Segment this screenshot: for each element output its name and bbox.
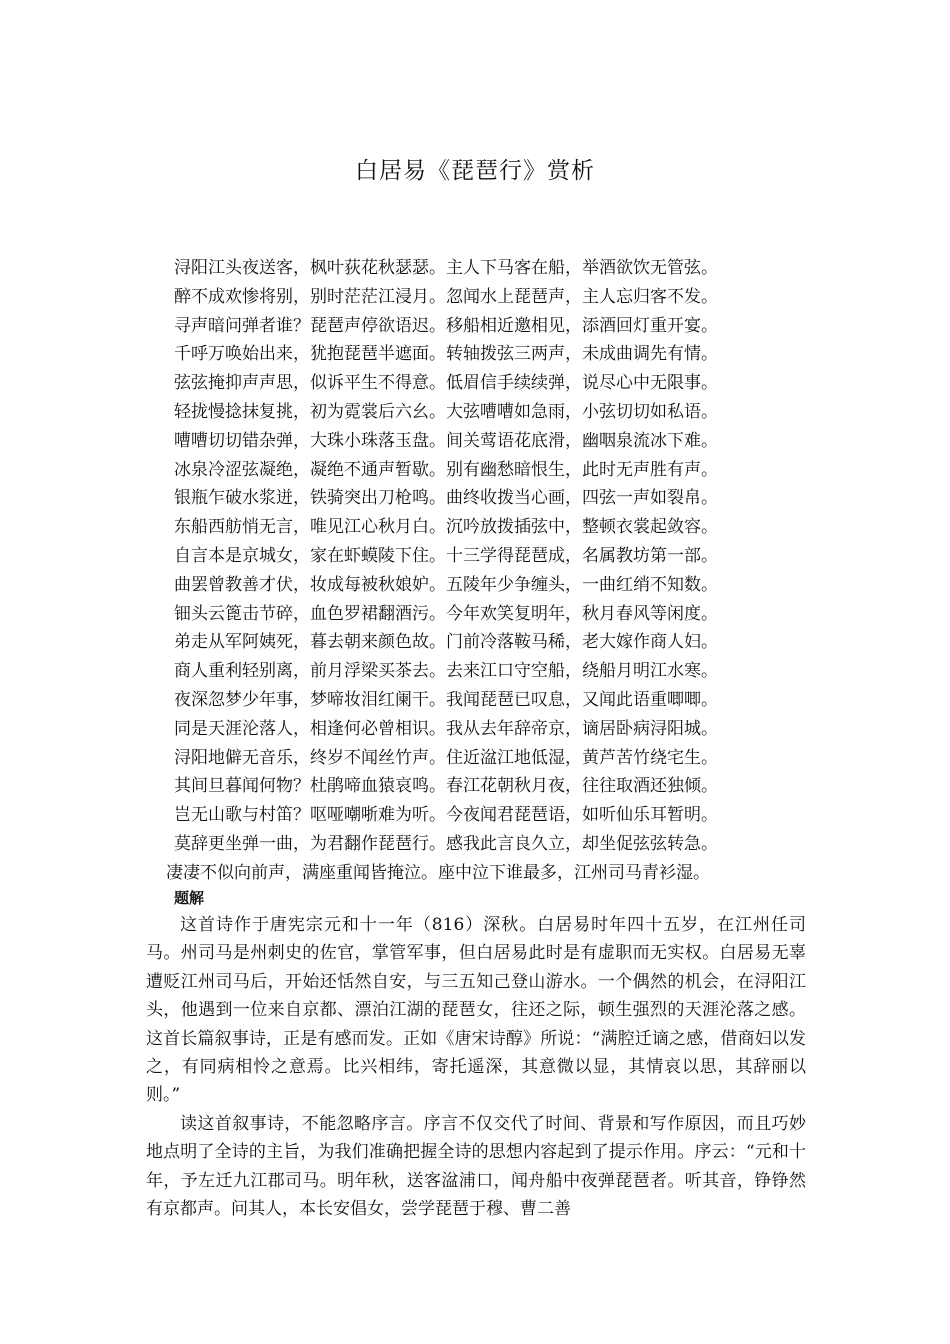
poem-line: 寻声暗问弹者谁？琵琶声停欲语迟。移船相近邀相见，添酒回灯重开宴。 — [174, 315, 718, 336]
page-title: 白居易《琵琶行》赏析 — [355, 158, 595, 184]
poem-line: 莫辞更坐弹一曲，为君翻作琵琶行。感我此言良久立，却坐促弦弦转急。 — [174, 833, 718, 854]
poem-line: 弟走从军阿姨死，暮去朝来颜色故。门前冷落鞍马稀，老大嫁作商人妇。 — [174, 632, 718, 653]
poem-line: 夜深忽梦少年事，梦啼妆泪红阑干。我闻琵琶已叹息，又闻此语重唧唧。 — [174, 689, 718, 710]
poem-line: 嘈嘈切切错杂弹，大珠小珠落玉盘。间关莺语花底滑，幽咽泉流冰下难。 — [174, 430, 718, 451]
poem-line: 同是天涯沦落人，相逢何必曾相识。我从去年辞帝京，谪居卧病浔阳城。 — [174, 718, 718, 739]
poem-line: 浔阳地僻无音乐，终岁不闻丝竹声。住近湓江地低湿，黄芦苦竹绕宅生。 — [174, 747, 718, 768]
section-heading: 题解 — [174, 889, 205, 907]
poem-line: 钿头云篦击节碎，血色罗裙翻酒污。今年欢笑复明年，秋月春风等闲度。 — [174, 603, 718, 624]
commentary-body — [146, 911, 806, 1223]
poem-block — [166, 254, 814, 888]
paragraph: 这首诗作于唐宪宗元和十一年（816）深秋。白居易时年四十五岁，在江州任司马。州司马是州刺史的佐官，掌管军事，但白居易此时是有虚职而无实权。白居易无辜遭贬江州司马后，开始还恬然自安，与三五知己登山游水。一个偶然的机会，在浔阳江头，他遇到一位来自京都、漂泊江湖的琵琶女，往还之际，顿生强烈的天涯沦落之感。这首长篇叙事诗，正是有感而发。正如《唐宋诗醇》所说：“满腔迁谪之感，借商妇以发之，有同病相怜之意焉。比兴相纬，寄托遥深，其意微以显，其情哀以思，其辞丽以则。” — [146, 915, 806, 1106]
poem-line: 冰泉冷涩弦凝绝，凝绝不通声暂歇。别有幽愁暗恨生，此时无声胜有声。 — [174, 459, 718, 480]
poem-line: 东船西舫悄无言，唯见江心秋月白。沉吟放拨插弦中，整顿衣裳起敛容。 — [174, 517, 718, 538]
poem-line: 弦弦掩抑声声思，似诉平生不得意。低眉信手续续弹，说尽心中无限事。 — [174, 373, 718, 394]
poem-line: 凄凄不似向前声，满座重闻皆掩泣。座中泣下谁最多，江州司马青衫湿。 — [166, 862, 710, 883]
poem-line: 其间旦暮闻何物？杜鹃啼血猿哀鸣。春江花朝秋月夜，往往取酒还独倾。 — [174, 776, 718, 797]
poem-line: 自言本是京城女，家在虾蟆陵下住。十三学得琵琶成，名属教坊第一部。 — [174, 545, 718, 566]
poem-line: 商人重利轻别离，前月浮梁买茶去。去来江口守空船，绕船月明江水寒。 — [174, 661, 718, 682]
poem-line: 浔阳江头夜送客，枫叶荻花秋瑟瑟。主人下马客在船，举酒欲饮无管弦。 — [174, 258, 718, 278]
poem-line: 千呼万唤始出来，犹抱琵琶半遮面。转轴拨弦三两声，未成曲调先有情。 — [174, 344, 718, 365]
poem-line: 银瓶乍破水浆迸，铁骑突出刀枪鸣。曲终收拨当心画，四弦一声如裂帛。 — [174, 488, 718, 509]
poem-line: 曲罢曾教善才伏，妆成每被秋娘妒。五陵年少争缠头，一曲红绡不知数。 — [174, 574, 718, 595]
poem-line: 醉不成欢惨将别，别时茫茫江浸月。忽闻水上琵琶声，主人忘归客不发。 — [174, 286, 718, 307]
paragraph: 读这首叙事诗，不能忽略序言。序言不仅交代了时间、背景和写作原因，而且巧妙地点明了全诗的主旨，为我们准确把握全诗的思想内容起到了提示作用。序云：“元和十年，予左迁九江郡司马。明年秋，送客湓浦口，闻舟船中夜弹琵琶者。听其音，铮铮然有京都声。问其人，本长安倡女，尝学琵琶于穆、曹二善 — [146, 1113, 806, 1220]
poem-line: 轻拢慢捻抹复挑，初为霓裳后六幺。大弦嘈嘈如急雨，小弦切切如私语。 — [174, 401, 718, 422]
poem-line: 岂无山歌与村笛？呕哑嘲哳难为听。今夜闻君琵琶语，如听仙乐耳暂明。 — [174, 805, 718, 826]
